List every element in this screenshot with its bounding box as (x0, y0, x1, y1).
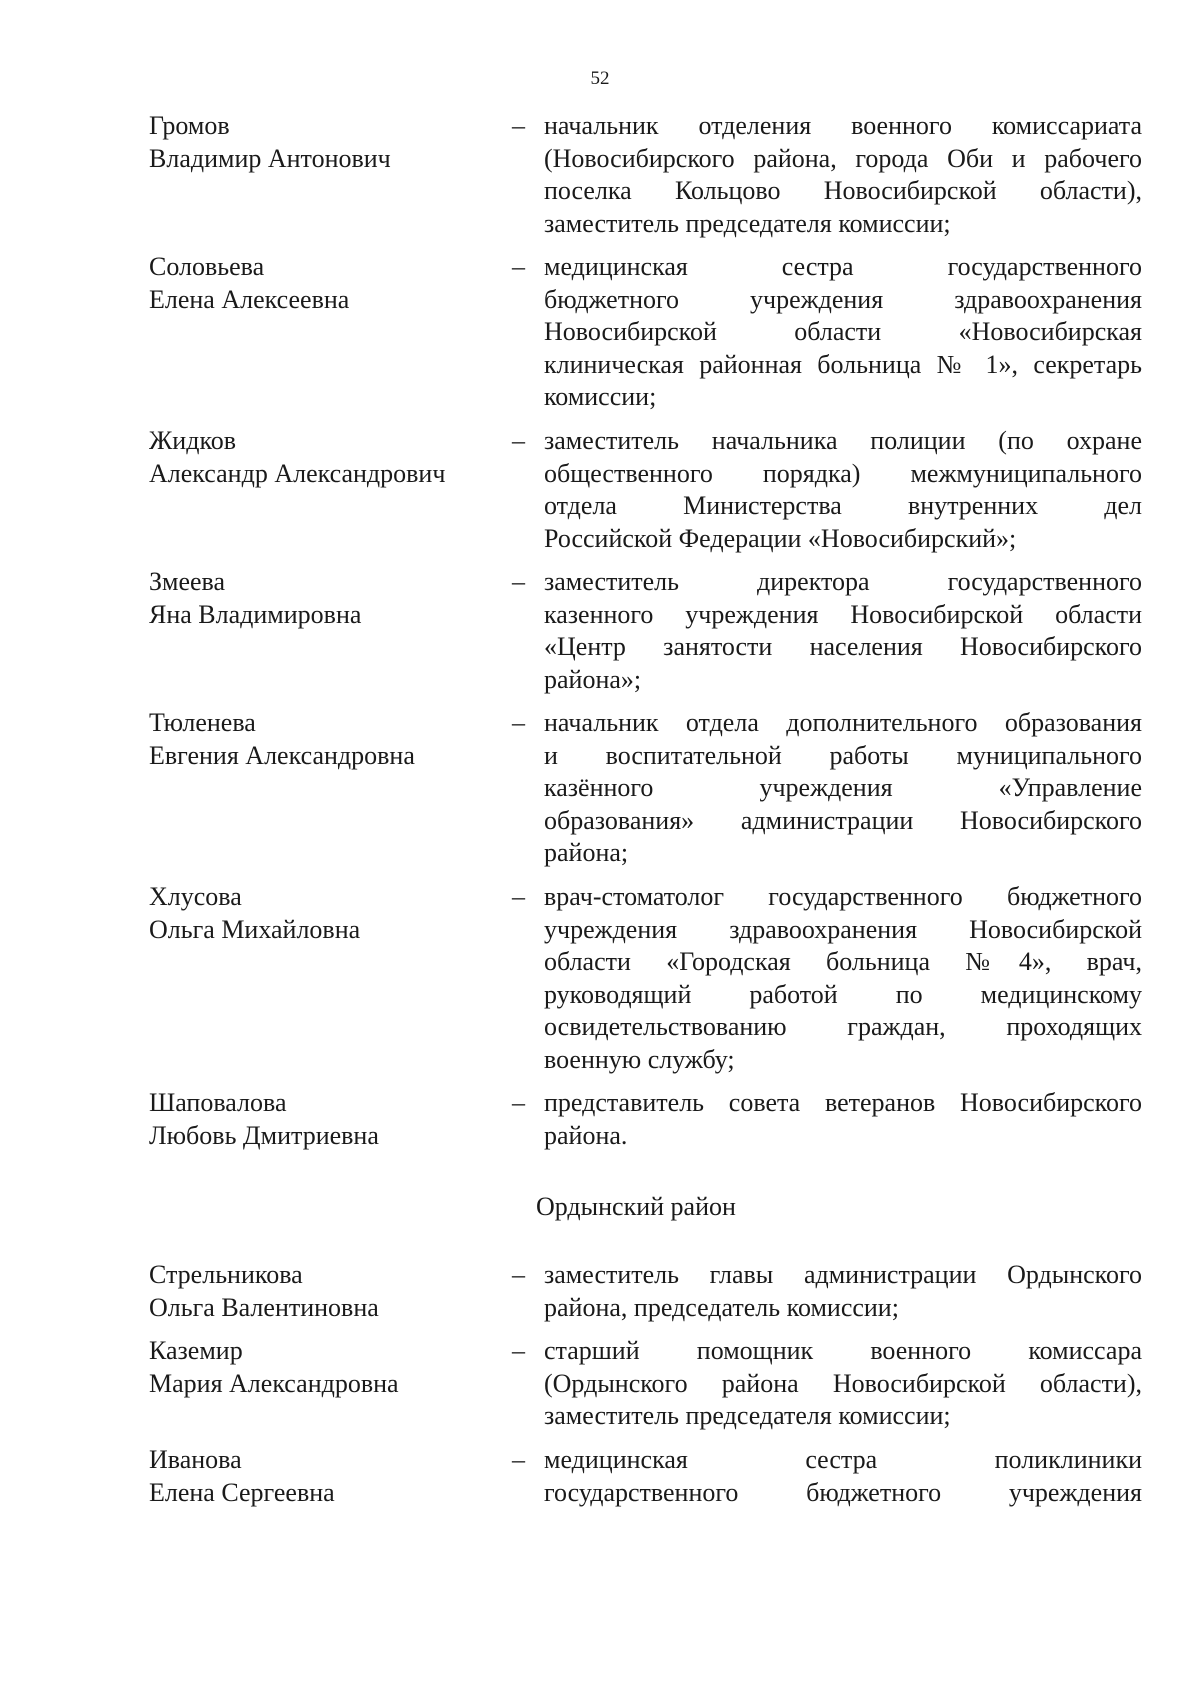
position-line: района. (544, 1120, 628, 1150)
position-line: начальник отделения военного комиссариата (544, 111, 1142, 140)
member-surname: Громов (149, 111, 230, 140)
position-line: военную службу; (544, 1044, 735, 1074)
position-line: руководящий работой по медицинскому (544, 979, 1142, 1009)
member-position (544, 251, 1142, 414)
member-position (544, 110, 1142, 240)
member-surname: Хлусова (149, 882, 242, 911)
member-position (544, 1259, 1142, 1324)
member-given-names: Евгения Александровна (149, 740, 415, 770)
position-line: района»; (544, 664, 642, 694)
position-line: учреждения здравоохранения Новосибирской (544, 914, 1142, 944)
position-line: заместитель начальника полиции (по охране (544, 426, 1142, 455)
member-position (544, 425, 1142, 555)
member-surname: Каземир (149, 1336, 243, 1365)
position-line: (Новосибирского района, города Оби и рабочего (544, 143, 1142, 173)
member-given-names: Мария Александровна (149, 1368, 399, 1398)
position-line: Новосибирской области «Новосибирская (544, 317, 1142, 346)
member-position (544, 881, 1142, 1076)
position-line: комиссии; (544, 382, 657, 411)
member-name (149, 251, 489, 316)
member-position (544, 1444, 1142, 1509)
dash-separator: – (512, 111, 525, 140)
dash-separator: – (512, 882, 525, 911)
position-line: образования» администрации Новосибирского (544, 805, 1142, 835)
member-name (149, 1087, 489, 1152)
member-given-names: Любовь Дмитриевна (149, 1120, 379, 1150)
position-line: врач-стоматолог государственного бюджетного (544, 882, 1142, 911)
member-position (544, 1087, 1142, 1152)
member-given-names: Владимир Антонович (149, 143, 391, 173)
position-line: общественного порядка) межмуниципального (544, 458, 1142, 488)
position-line: и воспитательной работы муниципального (544, 740, 1142, 770)
section-title: Ордынский район (536, 1192, 736, 1221)
position-line: освидетельствованию граждан, проходящих (544, 1012, 1142, 1041)
member-given-names: Ольга Михайловна (149, 914, 361, 944)
position-line: Российской Федерации «Новосибирский»; (544, 523, 1017, 553)
position-line: поселка Кольцово Новосибирской области), (544, 176, 1142, 205)
dash-separator: – (512, 1445, 525, 1474)
member-name (149, 425, 489, 490)
member-surname: Тюленева (149, 708, 256, 737)
position-line: заместитель председателя комиссии; (544, 208, 951, 238)
member-surname: Иванова (149, 1445, 242, 1474)
position-line: отдела Министерства внутренних дел (544, 491, 1142, 520)
dash-separator: – (512, 567, 525, 596)
position-line: медицинская сестра государственного (544, 252, 1142, 281)
member-name (149, 707, 489, 772)
member-given-names: Александр Александрович (149, 458, 446, 488)
position-line: района; (544, 838, 629, 867)
member-surname: Шаповалова (149, 1088, 287, 1117)
position-line: медицинская сестра поликлиники (544, 1445, 1142, 1474)
position-line: «Центр занятости населения Новосибирского (544, 632, 1142, 661)
dash-separator: – (512, 1088, 525, 1117)
dash-separator: – (512, 708, 525, 737)
dash-separator: – (512, 1260, 525, 1289)
position-line: (Ордынского района Новосибирской области), (544, 1368, 1142, 1398)
member-given-names: Ольга Валентиновна (149, 1292, 379, 1322)
member-name (149, 1335, 489, 1400)
member-position (544, 707, 1142, 870)
position-line: клиническая районная больница № 1», секретарь (544, 349, 1142, 379)
position-line: района, председатель комиссии; (544, 1292, 899, 1322)
member-surname: Жидков (149, 426, 237, 455)
position-line: представитель совета ветеранов Новосибирского (544, 1088, 1142, 1117)
member-given-names: Яна Владимировна (149, 599, 362, 629)
member-name (149, 110, 489, 175)
dash-separator: – (512, 1336, 525, 1365)
dash-separator: – (512, 252, 525, 281)
member-position (544, 1335, 1142, 1433)
position-line: казенного учреждения Новосибирской области (544, 599, 1142, 629)
member-name (149, 881, 489, 946)
position-line: заместитель главы администрации Ордынского (544, 1260, 1142, 1289)
position-line: государственного бюджетного учреждения (544, 1477, 1142, 1507)
member-surname: Змеева (149, 567, 226, 596)
dash-separator: – (512, 426, 525, 455)
member-given-names: Елена Сергеевна (149, 1477, 335, 1507)
position-line: заместитель председателя комиссии; (544, 1401, 951, 1430)
page-number: 52 (590, 68, 610, 89)
member-given-names: Елена Алексеевна (149, 284, 350, 314)
member-name (149, 1444, 489, 1509)
position-line: старший помощник военного комиссара (544, 1336, 1142, 1365)
position-line: заместитель директора государственного (544, 567, 1142, 596)
member-surname: Стрельникова (149, 1260, 303, 1289)
position-line: области «Городская больница №4», врач, (544, 947, 1142, 976)
member-name (149, 566, 489, 631)
position-line: казённого учреждения «Управление (544, 773, 1142, 802)
member-surname: Соловьева (149, 252, 265, 281)
position-line: бюджетного учреждения здравоохранения (544, 284, 1142, 314)
position-line: начальник отдела дополнительного образования (544, 708, 1142, 737)
member-position (544, 566, 1142, 696)
member-name (149, 1259, 489, 1324)
